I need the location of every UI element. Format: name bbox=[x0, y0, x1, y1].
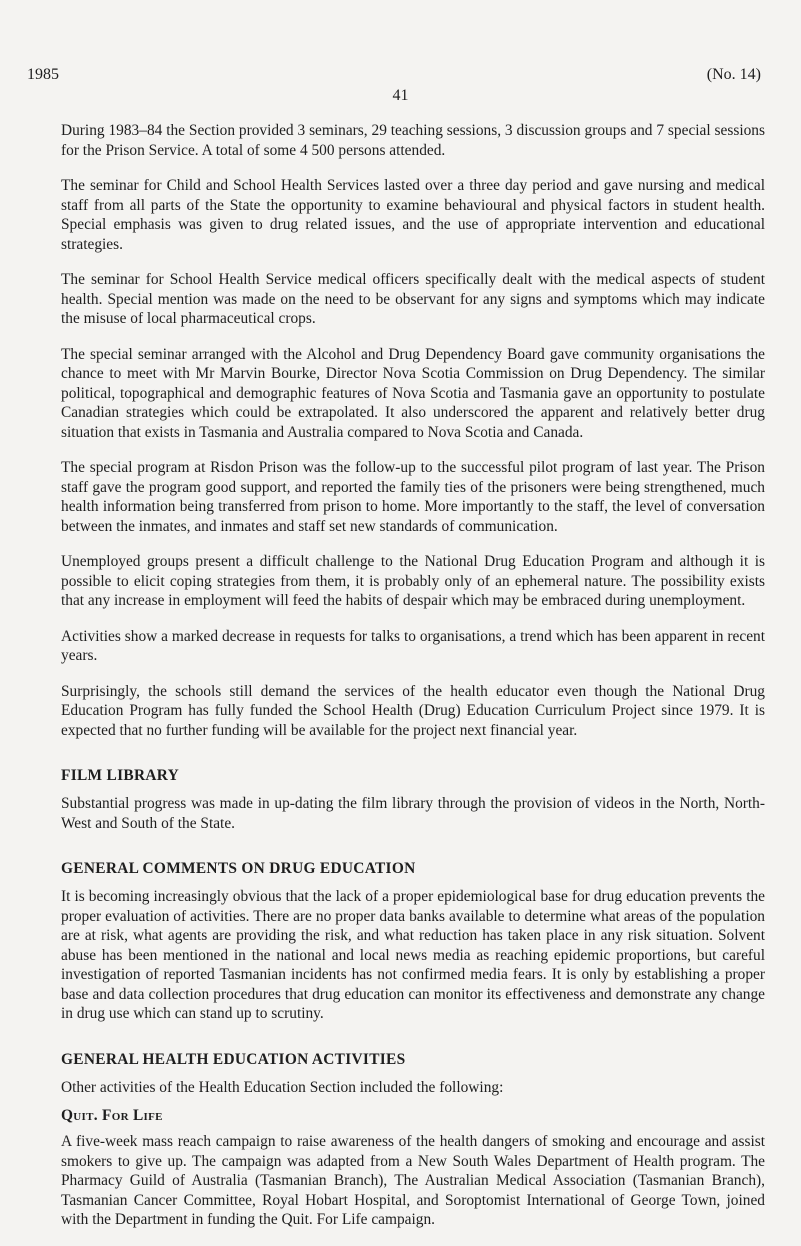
paragraph-quit-for-life: A five-week mass reach campaign to raise awareness of the health dangers of smoking and encourage and assist smokers to give up. The campaign was adapted from a New South Wales Department of Health program. The Pharmacy Guild of Australia (Tasmanian Branch), The Australian Medical Association (Tasmanian Branch), Tasmanian Cancer Committee, Royal Hobart Hospital, and Soroptomist International of George Town, joined with the Department in funding the Quit. For Life campaign. bbox=[61, 1133, 765, 1228]
heading-film-library: FILM LIBRARY bbox=[61, 767, 180, 784]
paragraph-school-medical-seminar: The seminar for School Health Service medical officers specifically dealt with the medical aspects of student health. Special mention was made on the need to be observant for any signs and symptoms which may indicate the misuse of local pharmaceutical crops. bbox=[61, 271, 765, 327]
paragraph-prison-sessions: During 1983–84 the Section provided 3 seminars, 29 teaching sessions, 3 discussion groups and 7 special sessions for the Prison Service. A total of some 4 500 persons attended. bbox=[61, 122, 765, 159]
paragraph-drug-education: It is becoming increasingly obvious that the lack of a proper epidemiological base for drug education prevents the proper evaluation of activities. There are no proper data banks available to determine what areas of the population are at risk, what agents are providing the risk, and what reduction has taken place in any risk situation. Solvent abuse has been mentioned in the national and local news media as reaching epidemic proportions, but careful investigation of reported Tasmanian incidents has not confirmed media fears. It is only by establishing a proper base and data collection procedures that drug education can monitor its effectiveness and demonstrate any change in drug use which can stand up to scrutiny. bbox=[61, 888, 765, 1022]
heading-drug-education: GENERAL COMMENTS ON DRUG EDUCATION bbox=[61, 860, 416, 877]
paragraph-unemployed-groups: Unemployed groups present a difficult challenge to the National Drug Education Program and although it is possible to elicit coping strategies from them, it is probably only of an ephemeral nature. The possibility exists that any increase in employment will feed the habits of despair which may be embraced during unemployment. bbox=[61, 553, 765, 609]
paragraph-risdon-prison: The special program at Risdon Prison was the follow-up to the successful pilot program of last year. The Prison staff gave the program good support, and reported the family ties of the prisoners were being strengthened, much health information being transferred from prison to home. More importantly to the staff, the level of conversation between the inmates, and inmates and staff set new standards of communication. bbox=[61, 459, 765, 535]
paragraph-health-education-intro: Other activities of the Health Education Section included the following: bbox=[61, 1078, 504, 1096]
paragraph-film-library: Substantial progress was made in up-dating the film library through the provision of videos in the North, North-West and South of the State. bbox=[61, 795, 765, 832]
page-body bbox=[61, 121, 765, 1246]
subheading-quit-for-life: Quit. For Life bbox=[61, 1107, 163, 1124]
paragraph-special-seminar: The special seminar arranged with the Alcohol and Drug Dependency Board gave community organisations the chance to meet with Mr Marvin Bourke, Director Nova Scotia Commission on Drug Dependency. The similar political, topographical and demographic features of Nova Scotia and Tasmania gave an opportunity to postulate Canadian strategies which could be extrapolated. It also underscored the apparent and relatively better drug situation that exists in Tasmania and Australia compared to Nova Scotia and Canada. bbox=[61, 345, 765, 441]
heading-health-education: GENERAL HEALTH EDUCATION ACTIVITIES bbox=[61, 1050, 406, 1068]
page-number: 41 bbox=[392, 87, 409, 104]
paragraph-schools-demand: Surprisingly, the schools still demand the services of the health educator even though the National Drug Education Program has fully funded the School Health (Drug) Education Curriculum Project since 1979. It is expected that no further funding will be available for the project next financial year. bbox=[61, 682, 765, 739]
paragraph-activities-decrease: Activities show a marked decrease in requests for talks to organisations, a trend which has been apparent in recent years. bbox=[61, 627, 765, 664]
paragraph-child-school-seminar: The seminar for Child and School Health Services lasted over a three day period and gave nursing and medical staff from all parts of the State the opportunity to examine behavioural and physical factors in student health. Special emphasis was given to drug related issues, and the use of appropriate intervention and educational strategies. bbox=[61, 177, 765, 253]
header-number: (No. 14) bbox=[706, 66, 761, 83]
header-year: 1985 bbox=[27, 66, 59, 83]
